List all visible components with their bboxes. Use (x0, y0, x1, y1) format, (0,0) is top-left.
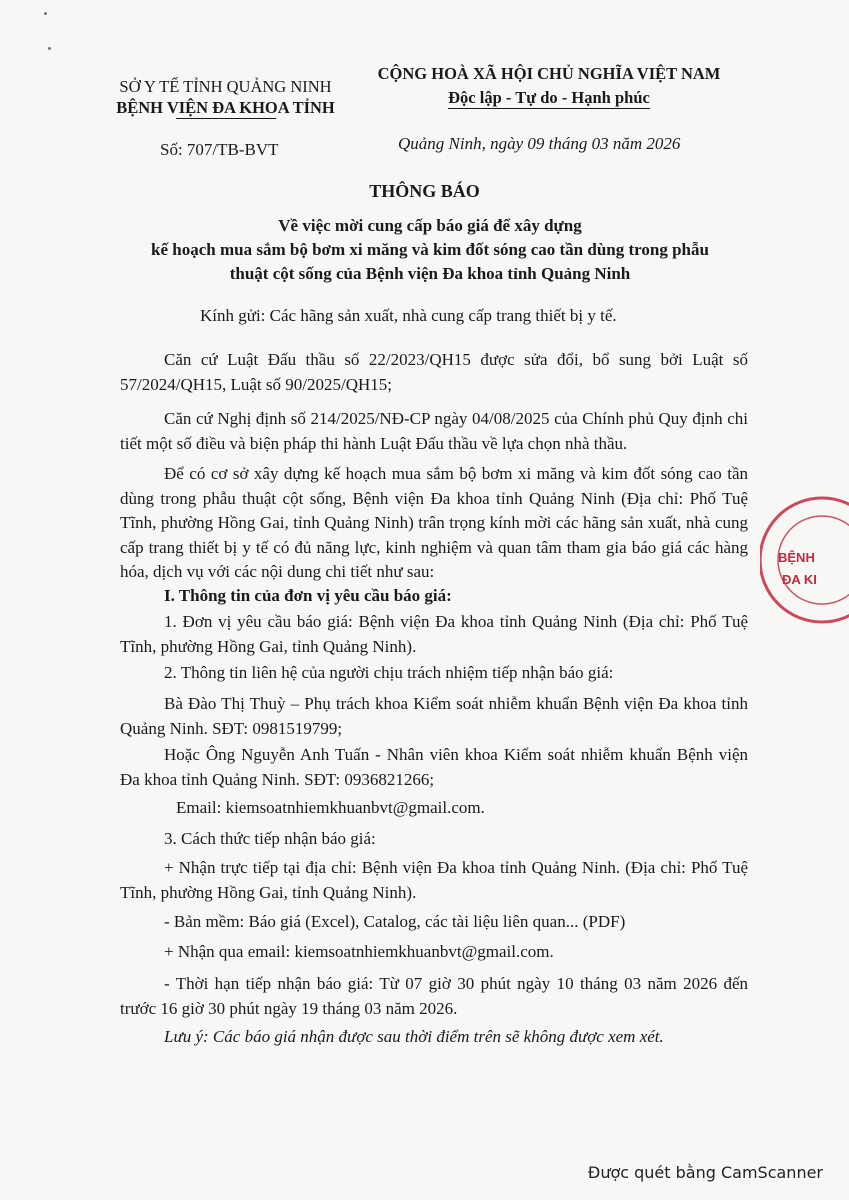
item-requesting-unit (120, 610, 748, 659)
document-subject (80, 214, 780, 286)
national-title: CỘNG HOÀ XÃ HỘI CHỦ NGHĨA VIỆT NAM (377, 64, 721, 83)
stamp-text-1: BỆNH (778, 550, 815, 565)
national-motto: Độc lập - Tự do - Hạnh phúc (448, 88, 650, 107)
method-email (120, 940, 748, 965)
issuer-hospital: BỆNH VIỆN ĐA KHOA TỈNH (116, 98, 335, 117)
note (120, 1025, 748, 1050)
paragraph-text: Để có cơ sở xây dựng kế hoạch mua sắm bộ bơm xi măng và kim đốt sóng cao tần dùng trong phẫu thuật cột sống, Bệnh viện Đa khoa tỉnh Quảng Ninh (Địa chỉ: Phố Tuệ Tĩnh, phường Hồng Gai, tỉnh Quảng Ninh) trân trọng kính mời các hãng sản xuất, nhà cung cấp trang thiết bị y tế có đủ năng lực, kinh nghiệm và quan tâm tham gia báo giá các hàng hóa, dịch vụ với các nội dung chi tiết như sau: (120, 464, 748, 581)
paragraph-text: - Bản mềm: Báo giá (Excel), Catalog, các tài liệu liên quan... (PDF) (164, 912, 626, 931)
contact-person-2 (120, 743, 748, 792)
item-receiving-method (120, 827, 748, 852)
paragraph-text: - Thời hạn tiếp nhận báo giá: Từ 07 giờ 30 phút ngày 10 tháng 03 năm 2026 đến trước 16 giờ 30 phút ngày 19 tháng 03 năm 2026. (120, 974, 748, 1018)
issuer-department: SỞ Y TẾ TỈNH QUẢNG NINH (119, 77, 332, 96)
red-seal-stamp (760, 488, 849, 628)
paragraph-text: Lưu ý: Các báo giá nhận được sau thời điểm trên sẽ không được xem xét. (164, 1027, 664, 1046)
paragraph-text: 1. Đơn vị yêu cầu báo giá: Bệnh viện Đa khoa tỉnh Quảng Ninh (Địa chỉ: Phố Tuệ Tĩnh, phường Hồng Gai, tỉnh Quảng Ninh). (120, 612, 748, 656)
scan-speck (48, 47, 51, 50)
section-heading-1 (120, 584, 748, 609)
national-header (368, 62, 730, 110)
subject-line-2: kế hoạch mua sắm bộ bơm xi măng và kim đốt sóng cao tần dùng trong phẫu (151, 240, 709, 259)
issuer-underline (176, 118, 276, 119)
document-title: THÔNG BÁO (369, 181, 480, 201)
paragraph-legal-basis-1 (120, 348, 748, 397)
section-heading-text: I. Thông tin của đơn vị yêu cầu báo giá: (164, 586, 452, 605)
item-contact-info (120, 661, 748, 686)
paragraph-invitation (120, 462, 748, 585)
method-direct (120, 856, 748, 905)
stamp-text-2: ĐA KI (782, 572, 817, 587)
deadline (120, 972, 748, 1021)
paragraph-text: + Nhận trực tiếp tại địa chỉ: Bệnh viện Đa khoa tỉnh Quảng Ninh. (Địa chỉ: Phố Tuệ Tĩnh, phường Hồng Gai, tỉnh Quảng Ninh). (120, 858, 748, 902)
scan-speck (44, 12, 47, 15)
document-number: Số: 707/TB-BVT (160, 140, 279, 159)
document-date: Quảng Ninh, ngày 09 tháng 03 năm 2026 (398, 134, 681, 153)
paragraph-text: + Nhận qua email: kiemsoatnhiemkhuanbvt@gmail.com. (164, 942, 554, 961)
paragraph-text: 2. Thông tin liên hệ của người chịu trách nhiệm tiếp nhận báo giá: (164, 663, 614, 682)
paragraph-legal-basis-2 (120, 407, 748, 456)
paragraph-text: Căn cứ Nghị định số 214/2025/NĐ-CP ngày 04/08/2025 của Chính phủ Quy định chi tiết một số điều và biện pháp thi hành Luật Đấu thầu về lựa chọn nhà thầu. (120, 409, 748, 453)
method-softcopy (120, 910, 748, 935)
contact-person-1 (120, 692, 748, 741)
issuer-block (108, 76, 343, 118)
paragraph-text: Bà Đào Thị Thuỳ – Phụ trách khoa Kiểm soát nhiễm khuẩn Bệnh viện Đa khoa tỉnh Quảng Ninh. SĐT: 0981519799; (120, 694, 748, 738)
scanner-watermark: Được quét bằng CamScanner (587, 1163, 823, 1182)
paragraph-text: Căn cứ Luật Đấu thầu số 22/2023/QH15 được sửa đổi, bổ sung bởi Luật số 57/2024/QH15, Luật số 90/2025/QH15; (120, 350, 748, 394)
subject-line-3: thuật cột sống của Bệnh viện Đa khoa tỉnh Quảng Ninh (229, 264, 631, 283)
paragraph-text: 3. Cách thức tiếp nhận báo giá: (164, 829, 376, 848)
recipient-line: Kính gửi: Các hãng sản xuất, nhà cung cấp trang thiết bị y tế. (200, 306, 617, 325)
contact-email (120, 796, 748, 821)
subject-line-1: Về việc mời cung cấp báo giá để xây dựng (278, 216, 582, 235)
paragraph-text: Hoặc Ông Nguyễn Anh Tuấn - Nhân viên khoa Kiểm soát nhiễm khuẩn Bệnh viện Đa khoa tỉnh Quảng Ninh. SĐT: 0936821266; (120, 745, 748, 789)
paragraph-text: Email: kiemsoatnhiemkhuanbvt@gmail.com. (176, 798, 485, 817)
